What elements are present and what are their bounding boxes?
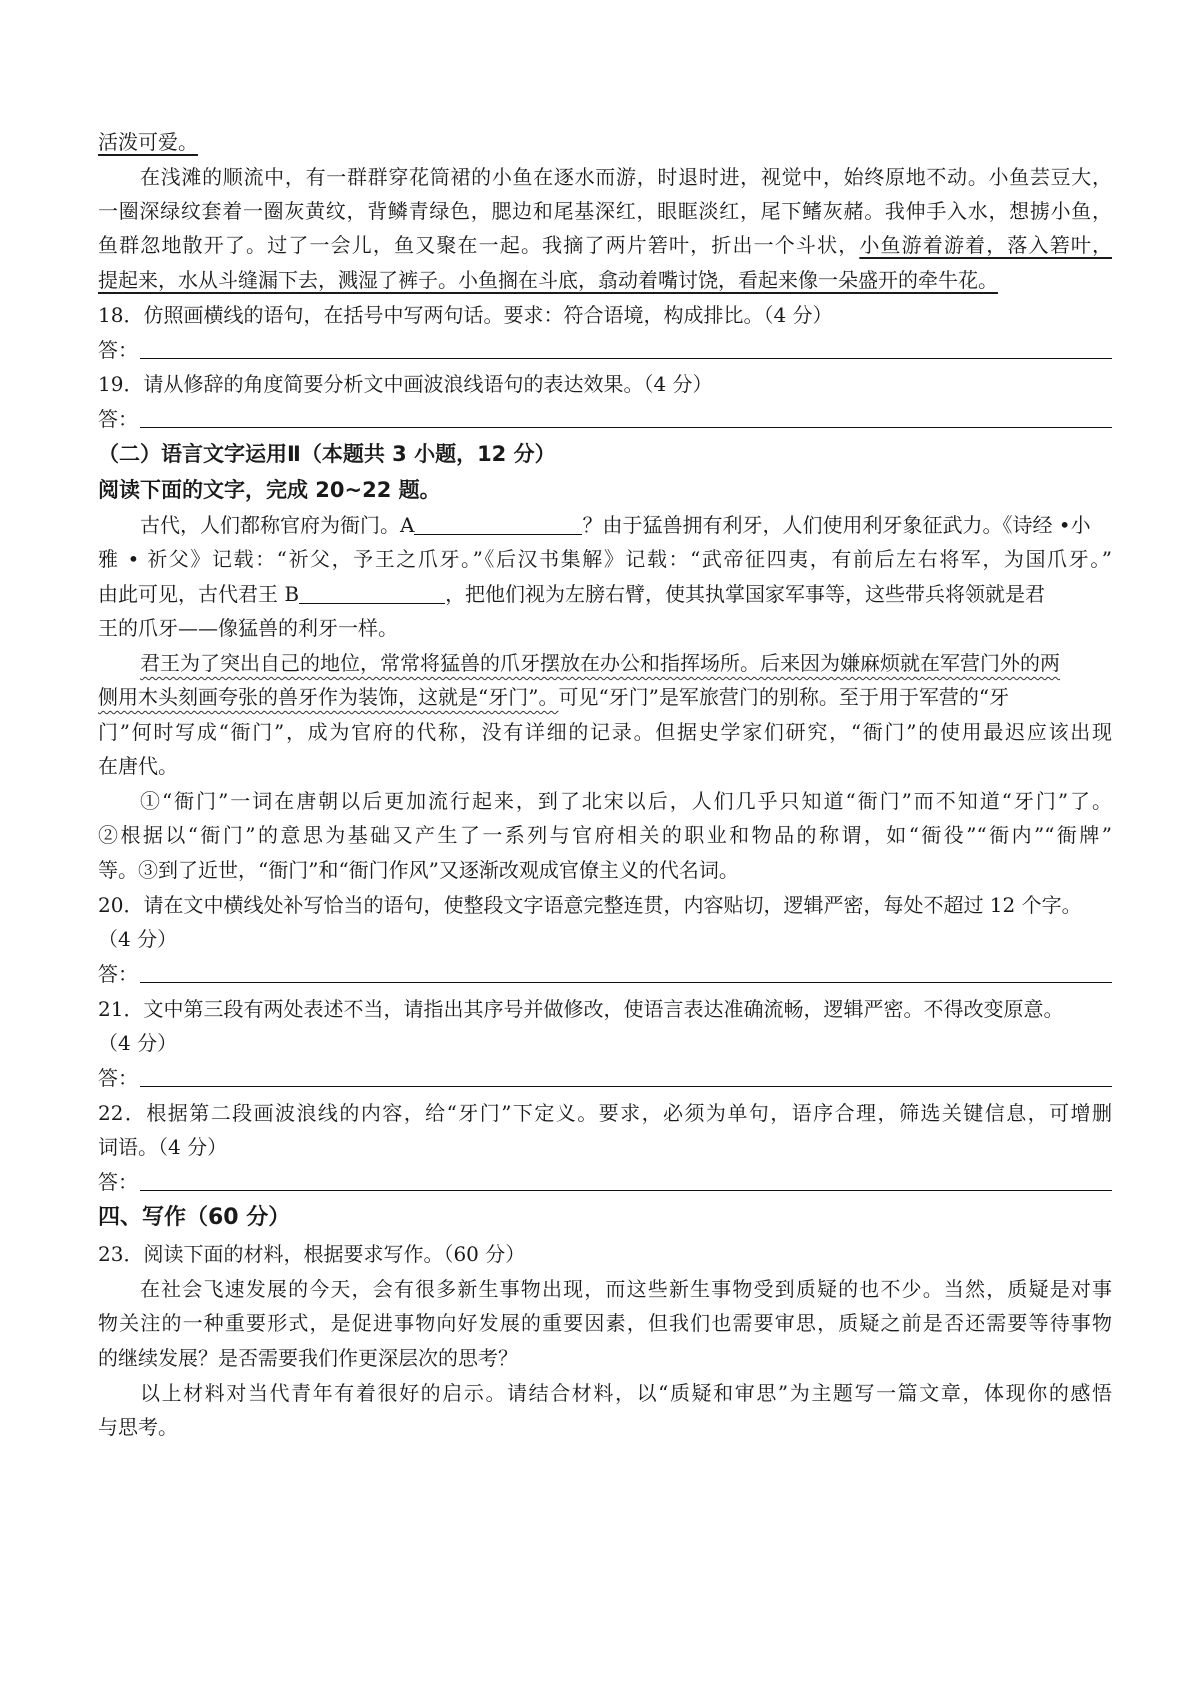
question-22-line2: 词语。（4 分）	[98, 1135, 228, 1159]
passage2-p3-line1: ①“衙门”一词在唐朝以后更加流行起来，到了北宋以后，人们几乎只知道“衙门”而不知道“牙门”了。	[140, 789, 1112, 813]
passage2-p1-line2: 雅 • 祈父》记载：“祈父，予王之爪牙。”《后汉书集解》记载：“武帝征四夷，有前后左右将军，为国爪牙。”	[98, 547, 1112, 571]
section-2-title: （二）语言文字运用Ⅱ（本题共 3 小题，12 分）	[98, 442, 556, 466]
answer-21-line[interactable]	[140, 1086, 1112, 1087]
passage2-p2-line3: 门”何时写成“衙门”，成为官府的代称，没有详细的记录。但据史学家们研究，“衙门”的使用最迟应该出现	[98, 720, 1112, 744]
answer-22-row	[98, 1169, 1112, 1195]
passage1-line0: 活泼可爱。	[98, 130, 198, 154]
question-20-line1: 20．请在文中横线处补写恰当的语句，使整段文字语意完整连贯，内容贴切，逻辑严密，每处不超过 12 个字。	[98, 893, 1082, 917]
material-line1: 在社会飞速发展的今天，会有很多新生事物出现，而这些新生事物受到质疑的也不少。当然，质疑是对事	[140, 1277, 1112, 1301]
material-line3: 的继续发展？是否需要我们作更深层次的思考？	[98, 1346, 518, 1370]
material-line2: 物关注的一种重要形式，是促进事物向好发展的重要因素，但我们也需要审思，质疑之前是否还需要等待事物	[98, 1311, 1112, 1335]
passage2-p3-line3: 等。③到了近世，“衙门”和“衙门作风”又逐渐改观成官僚主义的代名词。	[98, 858, 739, 882]
passage2-p2-wavy-text: 侧用木头刻画夸张的兽牙作为装饰，这就是“牙门”。	[98, 685, 559, 709]
passage2-p2-line4: 在唐代。	[98, 754, 178, 778]
question-19: 19．请从修辞的角度简要分析文中画波浪线语句的表达效果。（4 分）	[98, 372, 713, 396]
passage1-line4	[98, 267, 998, 293]
passage2-p1-line3-a: 由此可见，古代君王 B	[98, 582, 300, 606]
answer-18-label: 答：	[98, 338, 138, 362]
answer-18-line[interactable]	[140, 358, 1112, 359]
passage2-p1-line3-b: ，把他们视为左膀右臂，使其执掌国家军事等，这些带兵将领就是君	[445, 582, 1046, 606]
passage2-p3-line2: ②根据以“衙门”的意思为基础又产生了一系列与官府相关的职业和物品的称谓，如“衙役”“衙内”“衙牌”	[98, 823, 1112, 847]
passage2-p1-line1	[140, 512, 1091, 538]
passage2-p1-line3	[98, 581, 1045, 607]
question-18: 18．仿照画横线的语句，在括号中写两句话。要求：符合语境，构成排比。（4 分）	[98, 303, 833, 327]
answer-20-label: 答：	[98, 962, 138, 986]
passage1-line1: 在浅滩的顺流中，有一群群穿花筒裙的小鱼在逐水而游，时退时进，视觉中，始终原地不动。小鱼芸豆大，	[140, 165, 1112, 189]
passage1-line2: 一圈深绿纹套着一圈灰黄纹，背鳞青绿色，腮边和尾基深红，眼眶淡红，尾下鳍灰赭。我伸手入水，想掳小鱼，	[98, 199, 1112, 223]
answer-22-line[interactable]	[140, 1190, 1112, 1191]
passage1-underlined-simile: 小鱼搁在斗底，翕动着嘴讨饶，看起来像一朵盛开的牵牛花。	[458, 268, 998, 292]
section-2-instruction: 阅读下面的文字，完成 20~22 题。	[98, 478, 441, 502]
answer-20-row	[98, 961, 1112, 987]
answer-21-label: 答：	[98, 1066, 138, 1090]
answer-19-line[interactable]	[140, 427, 1112, 428]
passage2-p2-line1: 君王为了突出自己的地位，常常将猛兽的爪牙摆放在办公和指挥场所。后来因为嫌麻烦就在军营门外的两	[140, 651, 1060, 675]
blank-b[interactable]	[299, 583, 445, 604]
answer-18-row	[98, 337, 1112, 363]
question-23: 23．阅读下面的材料，根据要求写作。（60 分）	[98, 1242, 526, 1266]
answer-19-label: 答：	[98, 407, 138, 431]
question-21-line2: （4 分）	[98, 1031, 178, 1055]
passage1-underlined-sentence: 小鱼游着游着，落入箬叶，	[859, 233, 1113, 257]
question-22-line1: 22．根据第二段画波浪线的内容，给“牙门”下定义。要求，必须为单句，语序合理，筛选关键信息，可增删	[98, 1101, 1112, 1125]
passage2-p2-line2	[98, 684, 1009, 710]
question-21-line1: 21．文中第三段有两处表述不当，请指出其序号并做修改，使语言表达准确流畅，逻辑严密。不得改变原意。	[98, 997, 1064, 1021]
passage2-p2-line2-b: 可见“牙门”是军旅营门的别称。至于用于军营的“牙	[558, 685, 1010, 709]
section-4-title: 四、写作（60 分）	[98, 1205, 291, 1230]
requirement-line1: 以上材料对当代青年有着很好的启示。请结合材料，以“质疑和审思”为主题写一篇文章，体现你的感悟	[140, 1381, 1112, 1405]
answer-20-line[interactable]	[140, 982, 1112, 983]
passage1-line3-text: 鱼群忽地散开了。过了一会儿，鱼又聚在一起。我摘了两片箬叶，折出一个斗状，	[98, 233, 860, 257]
passage2-p1-line1-a: 古代，人们都称官府为衙门。A	[140, 513, 415, 537]
answer-22-label: 答：	[98, 1170, 138, 1194]
passage1-line3	[98, 232, 1112, 258]
blank-a[interactable]	[414, 514, 582, 535]
answer-21-row	[98, 1065, 1112, 1091]
question-20-line2: （4 分）	[98, 927, 178, 951]
passage2-p1-line4: 王的爪牙——像猛兽的利牙一样。	[98, 616, 398, 640]
passage1-underlined-sentence-cont: 提起来，水从斗缝漏下去，溅湿了裤子。	[98, 268, 458, 292]
answer-19-row	[98, 406, 1112, 432]
passage2-p1-line1-b: ？由于猛兽拥有利牙，人们使用利牙象征武力。《诗经 •小	[582, 513, 1091, 537]
requirement-line2: 与思考。	[98, 1415, 178, 1439]
